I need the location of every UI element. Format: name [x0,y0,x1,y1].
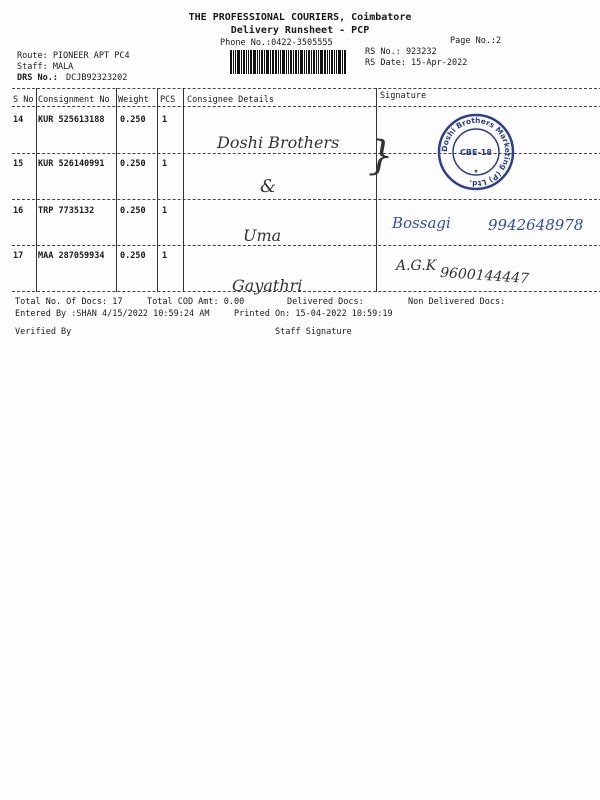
row-pcs: 1 [162,115,168,125]
signature-row-16: Bossagi [392,214,451,232]
handwritten-consignee: Uma [243,226,282,245]
company-title: THE PROFESSIONAL COURIERS, Coimbatore [188,12,412,23]
col-divider [116,88,117,292]
phone-row-16: 9942648978 [488,216,584,234]
verified-by: Verified By [15,327,72,337]
col-header-signature: Signature [380,91,427,101]
row-sno: 14 [13,115,24,125]
handwritten-ampersand: & [260,176,277,197]
drs-label: DRS No.: [17,73,58,83]
entered-by: Entered By :SHAN 4/15/2022 10:59:24 AM [15,309,210,319]
col-divider [183,88,184,292]
row-consignment: TRP 7735132 [38,206,95,216]
col-header-sno: S No [13,95,34,105]
staff-signature: Staff Signature [275,327,352,337]
row-rule [12,199,600,200]
row-sno: 16 [13,206,24,216]
company-stamp [437,113,515,191]
rs-number: RS No.: 923232 [365,47,437,57]
row-weight: 0.250 [120,251,146,261]
col-header-consignee: Consignee Details [187,95,274,105]
header-rule [12,106,600,107]
row-pcs: 1 [162,206,168,216]
row-rule [12,245,600,246]
total-docs: Total No. Of Docs: 17 [15,297,123,307]
rs-date: RS Date: 15-Apr-2022 [365,58,468,68]
row-weight: 0.250 [120,115,146,125]
barcode [230,50,360,74]
col-divider [36,88,37,292]
row-consignment: MAA 287059934 [38,251,105,261]
stamp-center-text: CBE-18 [460,148,492,157]
handwritten-consignee: Doshi Brothers [217,133,340,152]
table-bottom-rule [12,291,600,292]
row-pcs: 1 [162,251,168,261]
drs-value: DCJB92323202 [66,73,128,83]
row-sno: 15 [13,159,24,169]
col-divider [157,88,158,292]
route-label: Route: PIONEER APT PC4 [17,51,130,61]
handwritten-consignee: Gayathri [232,276,303,295]
delivered-docs: Delivered Docs: [287,297,364,307]
col-header-weight: Weight [118,95,149,105]
stamp-star-icon: ★ [473,166,479,175]
row-consignment: KUR 526140991 [38,159,105,169]
row-weight: 0.250 [120,159,146,169]
stamp-ring-text: Doshi Brothers Marketing (P) Ltd. [439,115,513,189]
row-pcs: 1 [162,159,168,169]
row-consignment: KUR 525613188 [38,115,105,125]
phone-row-17: 9600144447 [439,264,530,288]
signature-row-17: A.G.K [396,258,437,274]
non-delivered-docs: Non Delivered Docs: [408,297,506,307]
handwritten-brace: } [368,133,394,179]
printed-on: Printed On: 15-04-2022 10:59:19 [234,309,393,319]
col-header-consignment: Consignment No [38,95,110,105]
phone-number: Phone No.:0422-3505555 [220,38,333,48]
row-weight: 0.250 [120,206,146,216]
staff-label: Staff: MALA [17,62,74,72]
col-header-pcs: PCS [160,95,176,105]
table-top-rule [12,88,600,89]
document-title: Delivery Runsheet - PCP [230,25,370,36]
row-sno: 17 [13,251,24,261]
total-cod: Total COD Amt: 0.00 [147,297,245,307]
col-divider [376,88,377,292]
page-number: Page No.:2 [450,36,502,46]
